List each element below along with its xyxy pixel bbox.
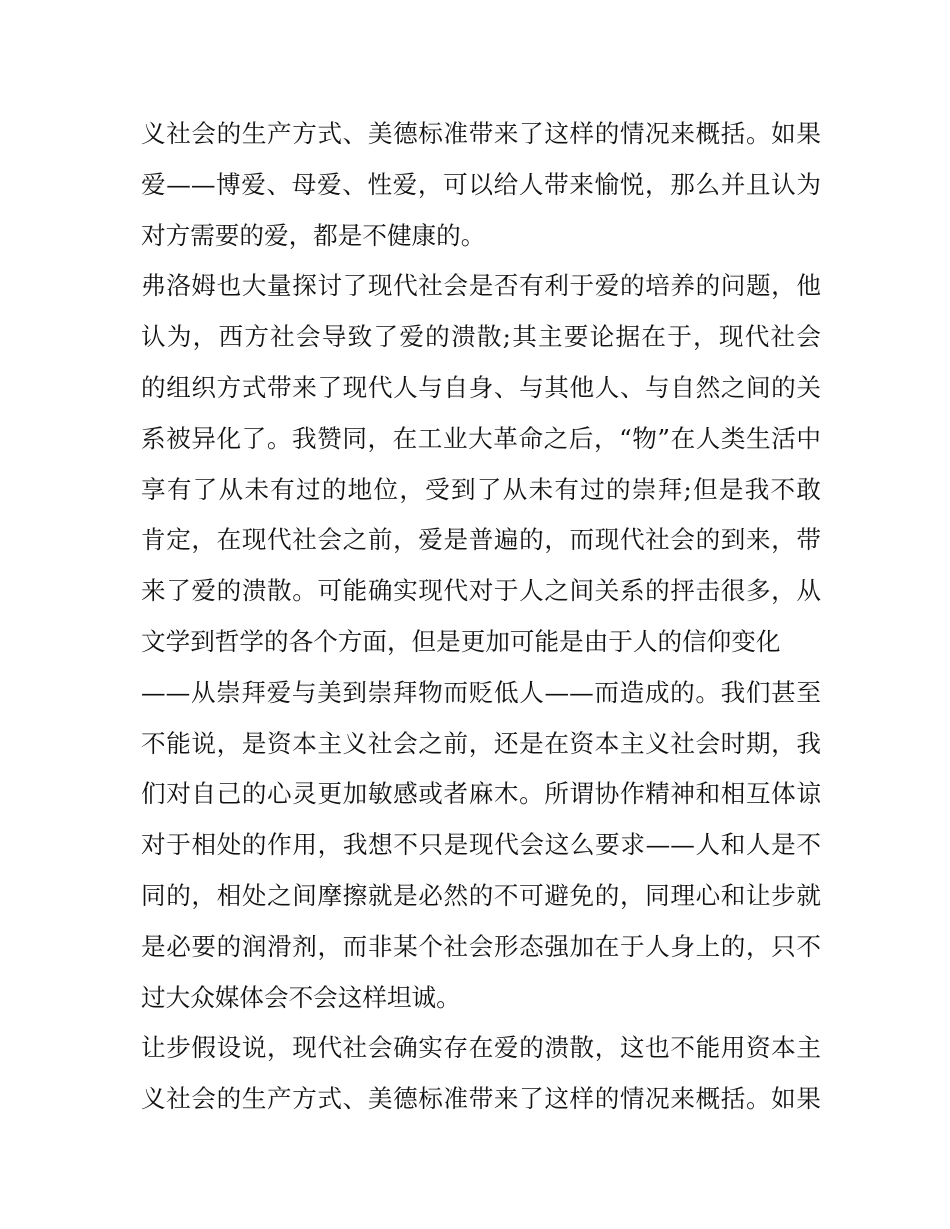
text-line: 对于相处的作用，我想不只是现代会这么要求——人和人是不 [141, 830, 821, 860]
text-line: 系被异化了。我赞同，在工业大革命之后，“物”在人类生活中 [141, 423, 821, 453]
text-line: 来了爱的溃散。可能确实现代对于人之间关系的抨击很多，从 [141, 576, 821, 606]
text-line: 对方需要的爱，都是不健康的。 [141, 220, 486, 250]
text-line: ——从崇拜爱与美到崇拜物而贬低人——而造成的。我们甚至 [141, 677, 821, 707]
document-page [141, 109, 821, 1125]
text-line: 弗洛姆也大量探讨了现代社会是否有利于爱的培养的问题，他 [141, 271, 821, 301]
text-line: 的组织方式带来了现代人与自身、与其他人、与自然之间的关 [141, 372, 821, 402]
text-line: 是必要的润滑剂，而非某个社会形态强加在于人身上的，只不 [141, 931, 821, 961]
text-line: 义社会的生产方式、美德标准带来了这样的情况来概括。如果 [141, 119, 821, 148]
text-line: 享有了从未有过的地位，受到了从未有过的崇拜;但是我不敢 [141, 474, 821, 504]
text-line: 爱——博爱、母爱、性爱，可以给人带来愉悦，那么并且认为 [141, 169, 821, 199]
text-line: 肯定，在现代社会之前，爱是普遍的，而现代社会的到来，带 [141, 525, 821, 555]
text-line: 让步假设说，现代社会确实存在爱的溃散，这也不能用资本主 [141, 1033, 821, 1063]
text-line: 不能说，是资本主义社会之前，还是在资本主义社会时期，我 [141, 728, 821, 758]
text-line: 认为，西方社会导致了爱的溃散;其主要论据在于，现代社会 [141, 322, 821, 352]
text-line: 文学到哲学的各个方面，但是更加可能是由于人的信仰变化 [141, 626, 781, 656]
text-line: 义社会的生产方式、美德标准带来了这样的情况来概括。如果 [141, 1084, 821, 1114]
text-line: 们对自己的心灵更加敏感或者麻木。所谓协作精神和相互体谅 [141, 779, 821, 809]
text-line: 同的，相处之间摩擦就是必然的不可避免的，同理心和让步就 [141, 880, 821, 910]
text-line: 过大众媒体会不会这样坦诚。 [141, 982, 461, 1012]
